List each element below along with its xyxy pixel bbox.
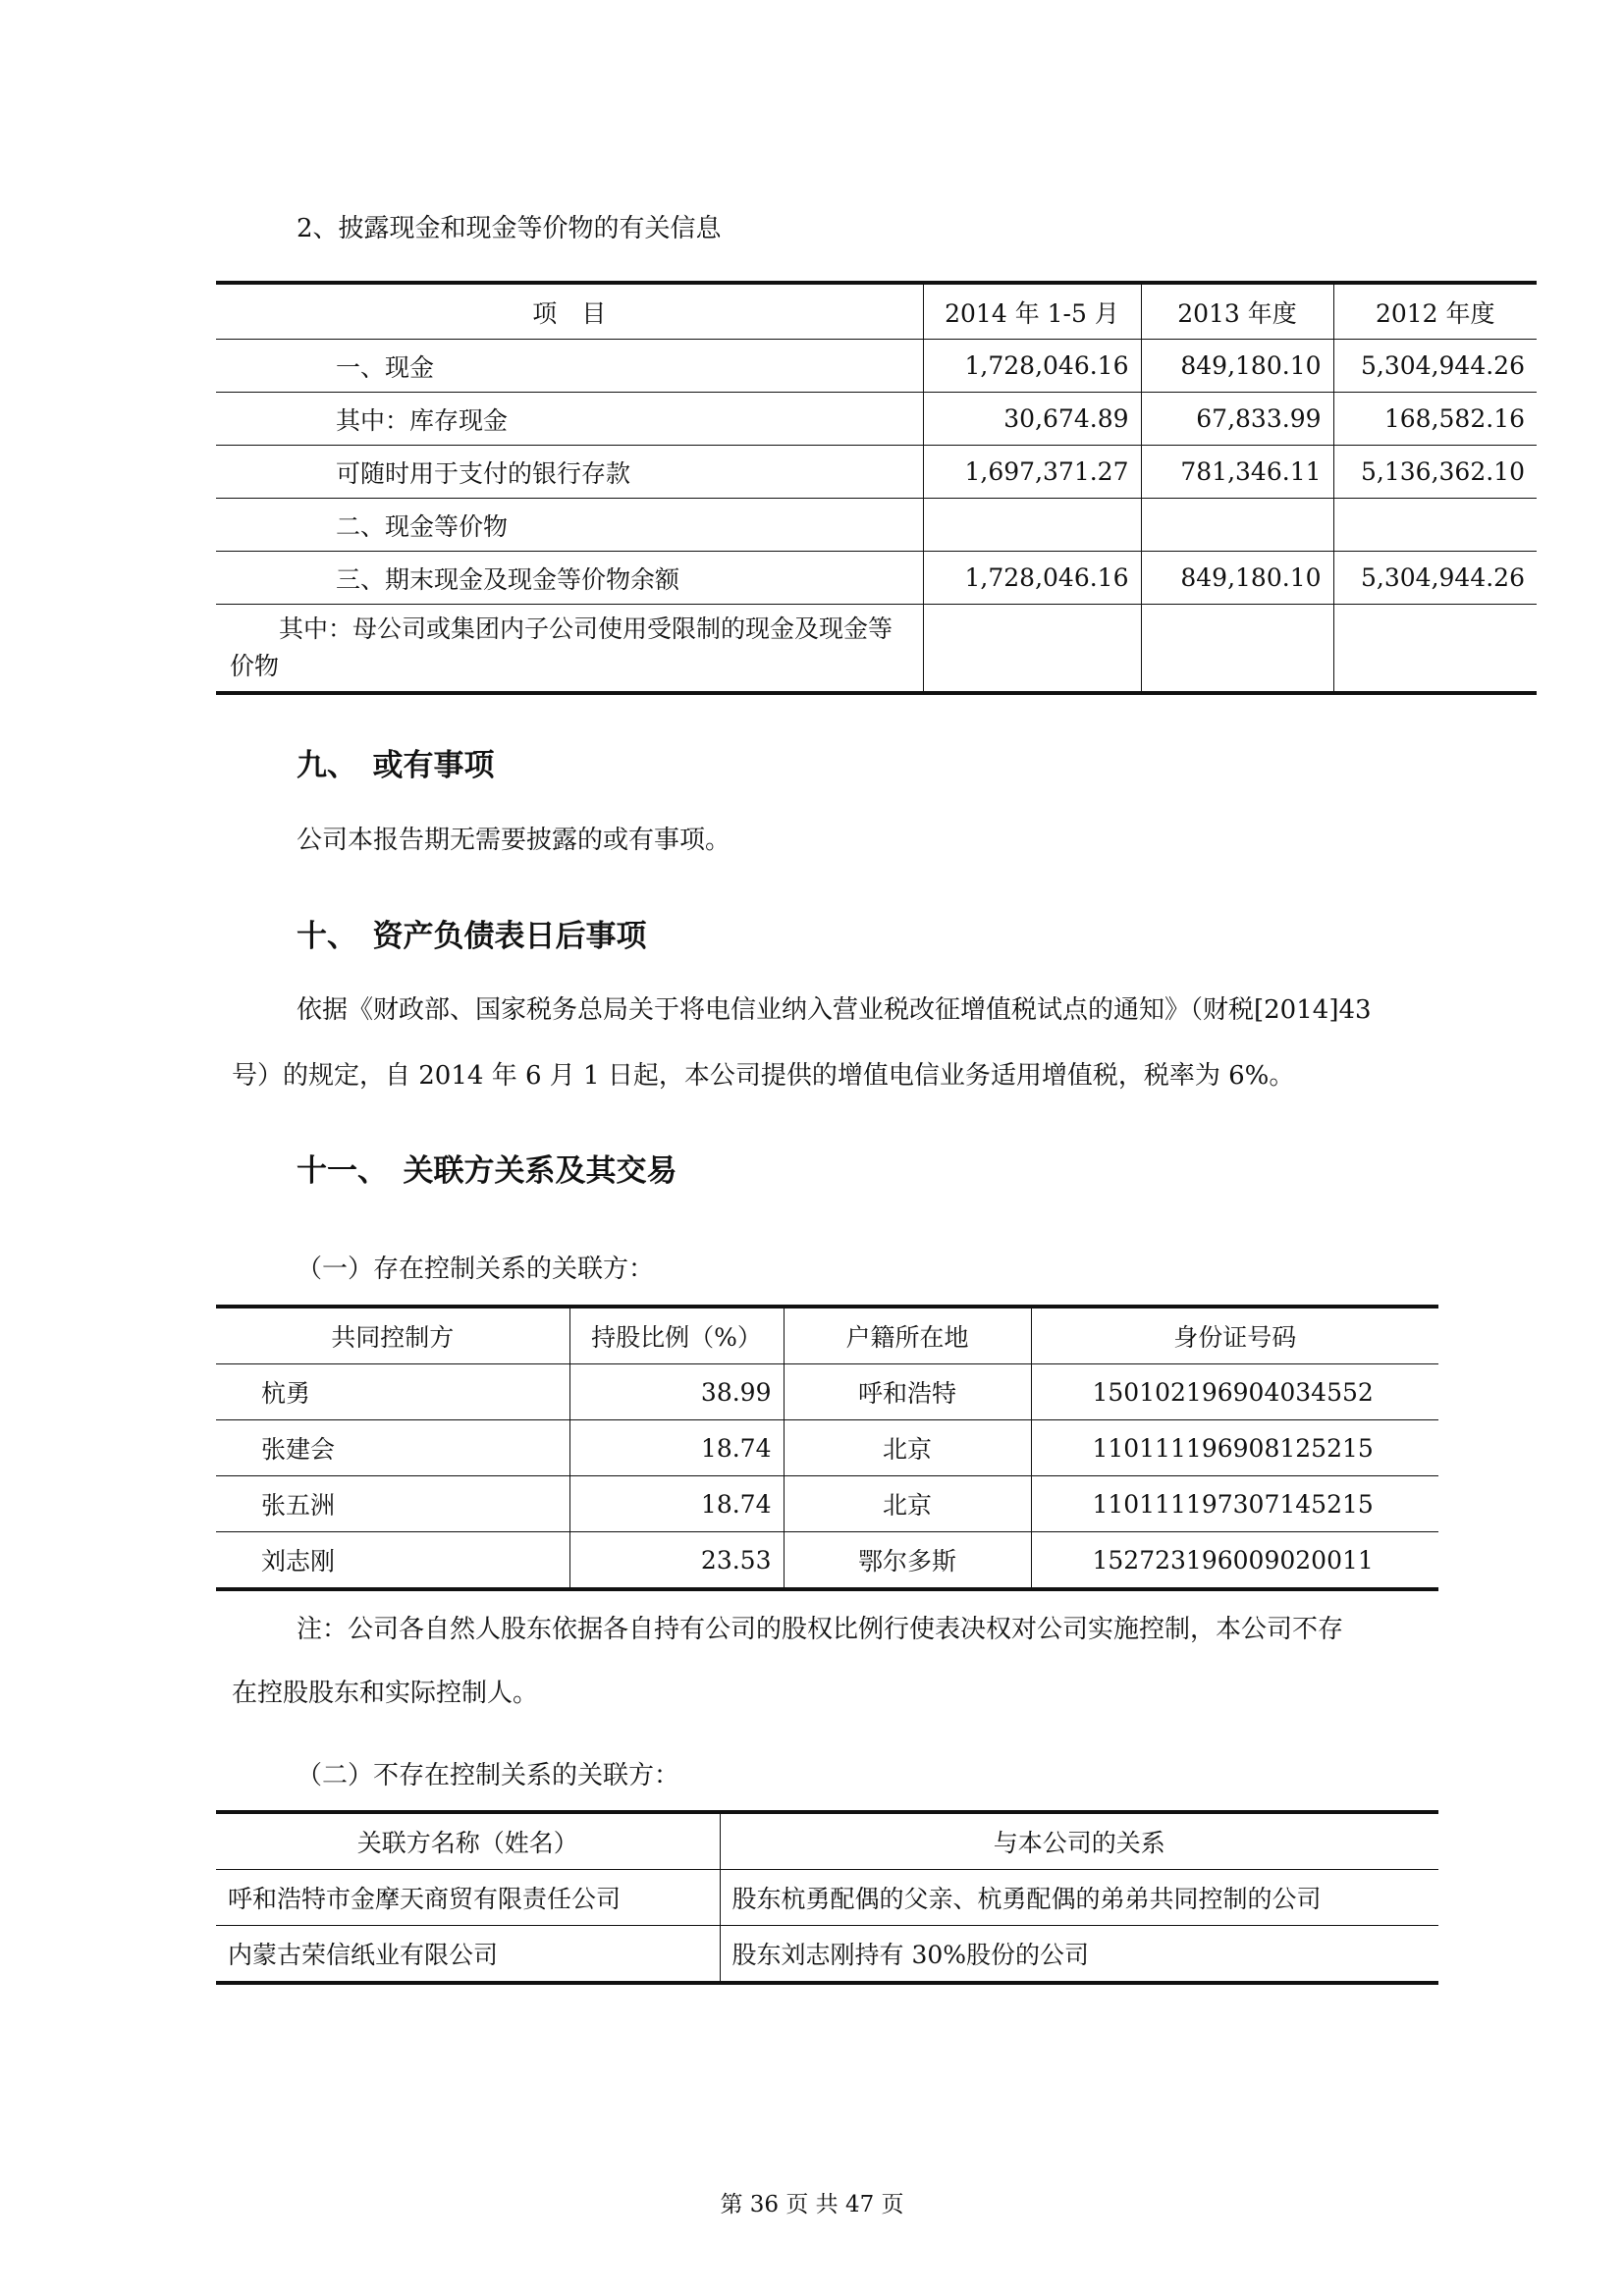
cell-relationship: 股东刘志刚持有 30%股份的公司 — [720, 1926, 1438, 1984]
cell-id: 110111197307145215 — [1031, 1476, 1438, 1532]
table-row — [216, 1532, 1438, 1590]
cell-value: 67,833.99 — [1141, 393, 1333, 446]
cell-pct: 18.74 — [569, 1420, 784, 1476]
cash-equivalents-table — [216, 281, 1537, 695]
cell-value: 849,180.10 — [1141, 340, 1333, 393]
cell-value: 5,304,944.26 — [1333, 552, 1537, 605]
header-2013: 2013 年度 — [1141, 283, 1333, 340]
related-parties-sub1: （一）存在控制关系的关联方： — [297, 1255, 655, 1284]
cell-name: 张五洲 — [216, 1476, 569, 1532]
table-row — [216, 552, 1537, 605]
header-party-name: 关联方名称（姓名） — [216, 1812, 720, 1870]
cell-name: 张建会 — [216, 1420, 569, 1476]
cell-relationship: 股东杭勇配偶的父亲、杭勇配偶的弟弟共同控制的公司 — [720, 1870, 1438, 1926]
note-line2: 在控股股东和实际控制人。 — [232, 1679, 539, 1708]
cell-name: 杭勇 — [216, 1364, 569, 1420]
cell-value: 168,582.16 — [1333, 393, 1537, 446]
row-label: 三、期末现金及现金等价物余额 — [216, 552, 923, 605]
table-row — [216, 1420, 1438, 1476]
cell-pct: 23.53 — [569, 1532, 784, 1590]
cell-value — [923, 605, 1141, 694]
controlling-parties-table — [216, 1305, 1438, 1591]
cell-value — [1141, 605, 1333, 694]
table-header-row — [216, 283, 1537, 340]
table-row — [216, 499, 1537, 552]
cell-value: 5,136,362.10 — [1333, 446, 1537, 499]
related-parties-sub2: （二）不存在控制关系的关联方： — [297, 1761, 680, 1790]
header-relationship: 与本公司的关系 — [720, 1812, 1438, 1870]
table-header-row — [216, 1307, 1438, 1364]
cell-value — [1333, 499, 1537, 552]
table-row — [216, 1926, 1438, 1984]
table-header-row — [216, 1812, 1438, 1870]
row-label: 其中：母公司或集团内子公司使用受限制的现金及现金等价物 — [216, 605, 923, 694]
table-row — [216, 340, 1537, 393]
cell-place: 鄂尔多斯 — [784, 1532, 1031, 1590]
cell-party-name: 呼和浩特市金摩天商贸有限责任公司 — [216, 1870, 720, 1926]
table-row — [216, 1476, 1438, 1532]
cell-pct: 18.74 — [569, 1476, 784, 1532]
cell-name: 刘志刚 — [216, 1532, 569, 1590]
cell-value — [1333, 605, 1537, 694]
page-footer: 第 36 页 共 47 页 — [720, 2192, 904, 2217]
cell-id: 110111196908125215 — [1031, 1420, 1438, 1476]
note-line1: 注：公司各自然人股东依据各自持有公司的股权比例行使表决权对公司实施控制，本公司不存 — [297, 1615, 1344, 1644]
header-2012: 2012 年度 — [1333, 283, 1537, 340]
header-id-number: 身份证号码 — [1031, 1307, 1438, 1364]
cell-value — [1141, 499, 1333, 552]
header-item: 项 目 — [216, 283, 923, 340]
row-label: 一、现金 — [216, 340, 923, 393]
cell-place: 北京 — [784, 1420, 1031, 1476]
subsequent-events-line2: 号）的规定，自 2014 年 6 月 1 日起，本公司提供的增值电信业务适用增值税，税率为 6%。 — [232, 1061, 1295, 1091]
table-row — [216, 1364, 1438, 1420]
non-controlling-parties-table — [216, 1810, 1438, 1985]
subsequent-events-line1: 依据《财政部、国家税务总局关于将电信业纳入营业税改征增值税试点的通知》（财税[2014]43 — [297, 995, 1372, 1025]
row-label: 二、现金等价物 — [216, 499, 923, 552]
cell-value — [923, 499, 1141, 552]
cell-pct: 38.99 — [569, 1364, 784, 1420]
cell-id: 152723196009020011 — [1031, 1532, 1438, 1590]
table-row — [216, 1870, 1438, 1926]
cell-value: 781,346.11 — [1141, 446, 1333, 499]
contingencies-body: 公司本报告期无需要披露的或有事项。 — [297, 826, 731, 855]
section-heading-subsequent-events: 十、 资产负债表日后事项 — [297, 919, 647, 954]
cell-id: 150102196904034552 — [1031, 1364, 1438, 1420]
cash-section-subtitle: 2、披露现金和现金等价物的有关信息 — [297, 214, 722, 243]
header-2014: 2014 年 1-5 月 — [923, 283, 1141, 340]
cell-value: 849,180.10 — [1141, 552, 1333, 605]
section-heading-related-parties: 十一、 关联方关系及其交易 — [297, 1153, 677, 1189]
cell-place: 呼和浩特 — [784, 1364, 1031, 1420]
header-controller: 共同控制方 — [216, 1307, 569, 1364]
row-label: 其中：库存现金 — [216, 393, 923, 446]
header-share-pct: 持股比例（%） — [569, 1307, 784, 1364]
cell-value: 30,674.89 — [923, 393, 1141, 446]
table-row — [216, 446, 1537, 499]
cell-value: 1,728,046.16 — [923, 552, 1141, 605]
section-heading-contingencies: 九、 或有事项 — [297, 748, 495, 783]
header-residence: 户籍所在地 — [784, 1307, 1031, 1364]
table-row — [216, 605, 1537, 694]
cell-place: 北京 — [784, 1476, 1031, 1532]
cell-value: 1,728,046.16 — [923, 340, 1141, 393]
cell-party-name: 内蒙古荣信纸业有限公司 — [216, 1926, 720, 1984]
cell-value: 5,304,944.26 — [1333, 340, 1537, 393]
cell-value: 1,697,371.27 — [923, 446, 1141, 499]
row-label: 可随时用于支付的银行存款 — [216, 446, 923, 499]
table-row — [216, 393, 1537, 446]
